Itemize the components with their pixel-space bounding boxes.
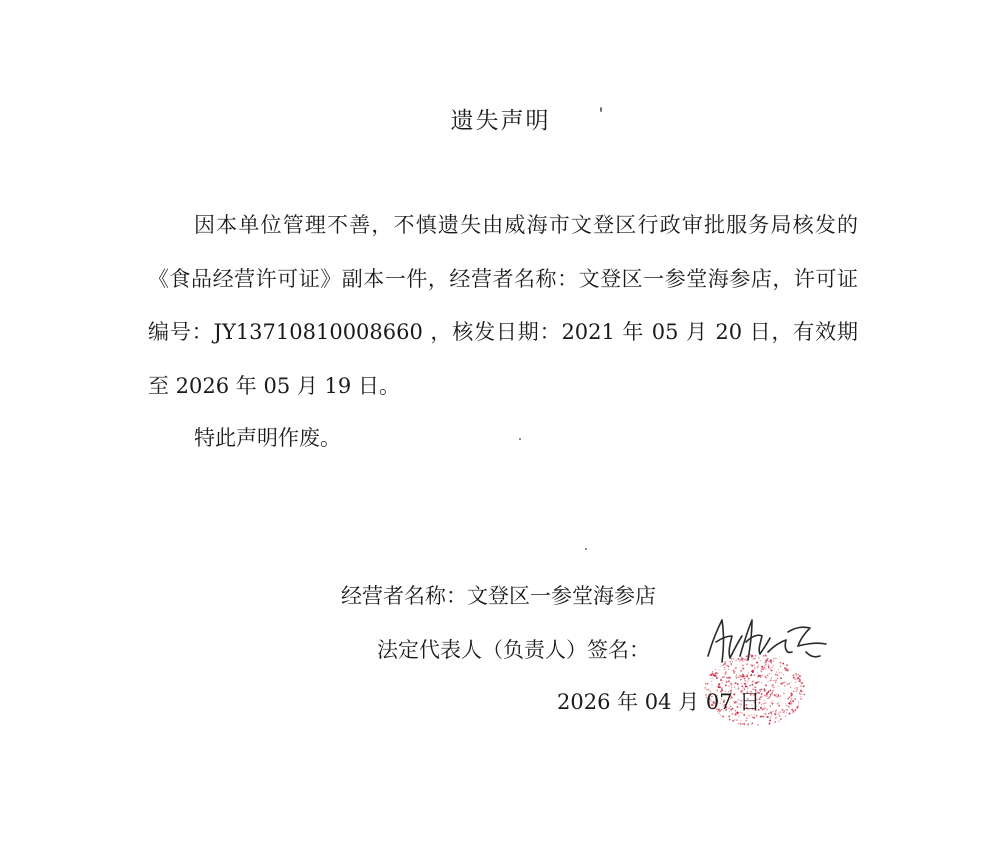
stamp-dot	[772, 684, 774, 686]
stamp-dot	[739, 675, 740, 676]
stamp-dot	[738, 676, 740, 678]
stamp-dot	[800, 685, 801, 686]
stamp-dot	[764, 700, 765, 701]
stamp-dot	[789, 697, 791, 699]
stamp-dot	[764, 695, 766, 697]
stamp-dot	[795, 682, 796, 683]
stamp-dot	[724, 676, 725, 677]
stamp-dot	[798, 702, 799, 703]
stamp-dot	[744, 724, 745, 725]
stamp-dot	[778, 696, 780, 698]
stamp-dot	[763, 708, 764, 709]
stamp-dot	[761, 704, 762, 705]
stamp-dot	[735, 676, 737, 678]
stamp-dot	[735, 682, 737, 684]
stamp-dot	[786, 709, 788, 711]
stamp-dot	[789, 713, 790, 714]
stamp-dot	[713, 674, 714, 675]
stamp-dot	[792, 700, 794, 702]
stamp-dot	[765, 684, 767, 686]
stamp-dot	[752, 717, 753, 718]
stamp-dot	[778, 702, 779, 703]
stamp-dot	[771, 713, 772, 714]
stamp-dot	[709, 674, 711, 676]
stamp-dot	[780, 718, 782, 720]
stamp-dot	[785, 716, 787, 718]
stamp-dot	[783, 710, 785, 712]
stamp-dot	[768, 697, 769, 698]
stamp-dot	[790, 703, 792, 705]
stamp-dot	[772, 701, 773, 702]
stamp-dot	[781, 709, 783, 711]
stamp-dot	[774, 721, 776, 723]
stamp-dot	[772, 715, 773, 716]
stamp-dot	[722, 676, 724, 678]
stamp-dot	[770, 716, 771, 717]
scan-speck	[585, 548, 587, 550]
stamp-dot	[784, 712, 785, 713]
document-title: 遗失声明	[450, 108, 551, 134]
stamp-dot	[795, 675, 796, 676]
stamp-dot	[768, 723, 770, 725]
scan-speck	[519, 438, 521, 440]
stamp-dot	[793, 710, 795, 712]
stamp-dot	[736, 674, 737, 675]
stamp-dot	[720, 679, 722, 681]
stamp-dot	[788, 702, 789, 703]
stamp-dot	[773, 687, 775, 689]
stamp-dot	[744, 678, 746, 680]
stamp-dot	[784, 685, 785, 686]
stamp-dot	[775, 711, 776, 712]
stamp-dot	[747, 724, 749, 726]
stamp-dot	[747, 681, 748, 682]
stamp-dot	[726, 677, 727, 678]
stamp-dot	[745, 720, 746, 721]
stamp-dot	[798, 680, 800, 682]
stamp-dot	[764, 707, 765, 708]
stamp-dot	[770, 680, 771, 681]
stamp-dot	[800, 682, 801, 683]
stamp-dot	[794, 709, 796, 711]
stamp-dot	[740, 720, 741, 721]
stamp-dot	[770, 694, 772, 696]
declaration-body: 因本单位管理不善，不慎遗失由威海市文登区行政审批服务局核发的《食品经营许可证》副本一件，经营者名称：文登区一参堂海参店，许可证编号：JY13710810008660 ，核发日期：2021 年 05 月 20 日，有效期至 2026 年 05 月 19 日。	[148, 213, 858, 398]
stamp-dot	[785, 703, 786, 704]
stamp-dot	[770, 705, 771, 706]
stamp-dot	[795, 673, 797, 675]
stamp-dot	[790, 698, 792, 700]
stamp-dot	[800, 696, 801, 697]
stamp-dot	[710, 678, 711, 679]
stamp-dot	[722, 680, 723, 681]
stamp-dot	[796, 691, 797, 692]
stamp-dot	[729, 719, 731, 721]
stamp-dot	[774, 713, 776, 715]
stamp-dot	[712, 678, 713, 679]
stamp-dot	[762, 709, 764, 711]
stamp-dot	[726, 681, 728, 683]
stamp-dot	[761, 682, 762, 683]
stamp-dot	[740, 723, 742, 725]
stamp-dot	[760, 707, 761, 708]
stamp-dot	[707, 683, 708, 684]
stamp-dot	[794, 687, 795, 688]
stamp-dot	[775, 681, 777, 683]
stamp-dot	[778, 714, 779, 715]
stamp-dot	[790, 700, 792, 702]
stamp-dot	[763, 703, 764, 704]
stamp-dot	[783, 712, 785, 714]
stamp-dot	[775, 679, 777, 681]
stamp-dot	[765, 677, 767, 679]
operator-name-line: 经营者名称：文登区一参堂海参店	[341, 584, 656, 608]
stamp-dot	[779, 712, 780, 713]
stamp-dot	[797, 707, 799, 709]
stamp-dot	[804, 694, 805, 695]
stamp-dot	[740, 679, 741, 680]
stamp-dot	[777, 703, 779, 705]
stamp-dot	[802, 691, 803, 692]
stamp-dot	[767, 716, 769, 718]
stamp-dot	[775, 717, 777, 719]
stamp-dot	[757, 672, 758, 673]
stamp-dot	[774, 694, 776, 696]
stamp-dot	[752, 681, 754, 683]
stamp-dot	[769, 719, 771, 721]
stamp-dot	[740, 675, 742, 677]
stamp-dot	[758, 675, 759, 676]
stamp-dot	[771, 695, 772, 696]
stamp-dot	[778, 686, 779, 687]
declaration-date: 2026 年 04 月 07 日	[557, 690, 761, 714]
stamp-dot	[734, 719, 735, 720]
stamp-dot	[765, 708, 766, 709]
stamp-dot	[752, 722, 753, 723]
stamp-dot	[717, 673, 718, 674]
stamp-dot	[754, 675, 755, 676]
stamp-dot	[790, 695, 791, 696]
stamp-dot	[770, 690, 772, 692]
stamp-dot	[741, 723, 743, 725]
stamp-dot	[761, 675, 763, 677]
stamp-dot	[760, 675, 762, 677]
scan-speck	[600, 107, 602, 112]
stamp-dot	[798, 705, 799, 706]
stamp-dot	[798, 674, 799, 675]
stamp-dot	[768, 713, 769, 714]
stamp-dot	[772, 703, 774, 705]
stamp-dot	[769, 696, 771, 698]
stamp-dot	[798, 677, 799, 678]
stamp-dot	[768, 692, 769, 693]
stamp-dot	[791, 709, 793, 711]
stamp-dot	[728, 680, 730, 682]
stamp-dot	[775, 674, 777, 676]
stamp-dot	[791, 681, 792, 682]
stamp-dot	[721, 678, 722, 679]
stamp-dot	[748, 672, 749, 673]
stamp-dot	[778, 673, 779, 674]
stamp-dot	[793, 690, 795, 692]
stamp-dot	[746, 718, 748, 720]
stamp-dot	[779, 715, 781, 717]
stamp-dot	[781, 672, 782, 673]
stamp-dot	[796, 689, 797, 690]
stamp-dot	[764, 690, 766, 692]
stamp-dot	[744, 680, 746, 682]
stamp-dot	[722, 682, 723, 683]
stamp-dot	[778, 721, 779, 722]
stamp-dot	[744, 683, 746, 685]
stamp-dot	[791, 693, 792, 694]
stamp-dot	[716, 677, 718, 679]
stamp-dot	[803, 685, 805, 687]
stamp-dot	[724, 673, 725, 674]
stamp-dot	[705, 683, 706, 684]
stamp-dot	[711, 681, 712, 682]
stamp-dot	[757, 724, 758, 725]
stamp-dot	[750, 674, 752, 676]
stamp-dot	[783, 674, 784, 675]
stamp-dot	[794, 698, 796, 700]
stamp-dot	[772, 711, 773, 712]
stamp-dot	[741, 683, 742, 684]
stamp-dot	[799, 678, 801, 680]
stamp-dot	[787, 698, 789, 700]
stamp-dot	[732, 720, 733, 721]
stamp-dot	[780, 677, 782, 679]
stamp-dot	[785, 682, 786, 683]
stamp-dot	[771, 678, 772, 679]
stamp-dot	[766, 709, 768, 711]
stamp-dot	[725, 673, 727, 675]
stamp-dot	[773, 690, 774, 691]
stamp-dot	[766, 693, 768, 695]
stamp-dot	[764, 713, 766, 715]
stamp-dot	[736, 719, 738, 721]
stamp-dot	[800, 698, 802, 700]
stamp-dot	[750, 717, 751, 718]
stamp-dot	[761, 689, 762, 690]
stamp-dot	[727, 677, 729, 679]
stamp-dot	[790, 687, 791, 688]
stamp-dot	[777, 678, 778, 679]
stamp-dot	[777, 696, 778, 697]
stamp-dot	[748, 679, 749, 680]
stamp-dot	[786, 705, 787, 706]
stamp-dot	[783, 692, 785, 694]
stamp-dot	[758, 681, 760, 683]
stamp-dot	[789, 683, 791, 685]
stamp-dot	[751, 724, 752, 725]
stamp-dot	[768, 681, 769, 682]
stamp-dot	[751, 684, 752, 685]
stamp-dot	[761, 716, 762, 717]
stamp-dot	[799, 675, 801, 677]
stamp-dot	[800, 693, 802, 695]
representative-signature-line: 法定代表人（负责人）签名：	[377, 638, 650, 662]
stamp-dot	[743, 676, 744, 677]
stamp-dot	[769, 718, 770, 719]
stamp-dot	[777, 674, 779, 676]
stamp-dot	[748, 678, 750, 680]
stamp-dot	[787, 683, 789, 685]
stamp-dot	[799, 693, 800, 694]
stamp-dot	[786, 712, 787, 713]
stamp-dot	[777, 694, 779, 696]
stamp-dot	[763, 716, 765, 718]
stamp-dot	[753, 717, 755, 719]
stamp-dot	[770, 712, 771, 713]
stamp-dot	[767, 675, 769, 677]
stamp-dot	[771, 692, 773, 694]
stamp-dot	[743, 675, 744, 676]
stamp-dot	[746, 675, 748, 677]
stamp-dot	[796, 687, 798, 689]
stamp-dot	[777, 683, 778, 684]
stamp-dot	[767, 698, 768, 699]
stamp-dot	[755, 682, 757, 684]
stamp-dot	[780, 695, 781, 696]
stamp-dot	[778, 705, 780, 707]
stamp-dot	[737, 683, 739, 685]
stamp-dot	[770, 702, 772, 704]
stamp-dot	[760, 677, 761, 678]
stamp-dot	[716, 672, 718, 674]
handwritten-signature-icon	[702, 612, 832, 672]
stamp-dot	[761, 693, 763, 695]
stamp-dot	[776, 693, 777, 694]
stamp-dot	[730, 683, 732, 685]
stamp-dot	[792, 674, 794, 676]
declaration-closing: 特此声明作废。	[194, 426, 341, 450]
stamp-dot	[793, 677, 794, 678]
stamp-dot	[765, 702, 766, 703]
stamp-dot	[775, 710, 776, 711]
stamp-dot	[760, 695, 762, 697]
stamp-dot	[784, 682, 785, 683]
stamp-dot	[781, 683, 783, 685]
stamp-dot	[769, 673, 771, 675]
stamp-dot	[738, 723, 739, 724]
stamp-dot	[788, 706, 790, 708]
stamp-dot	[773, 680, 774, 681]
